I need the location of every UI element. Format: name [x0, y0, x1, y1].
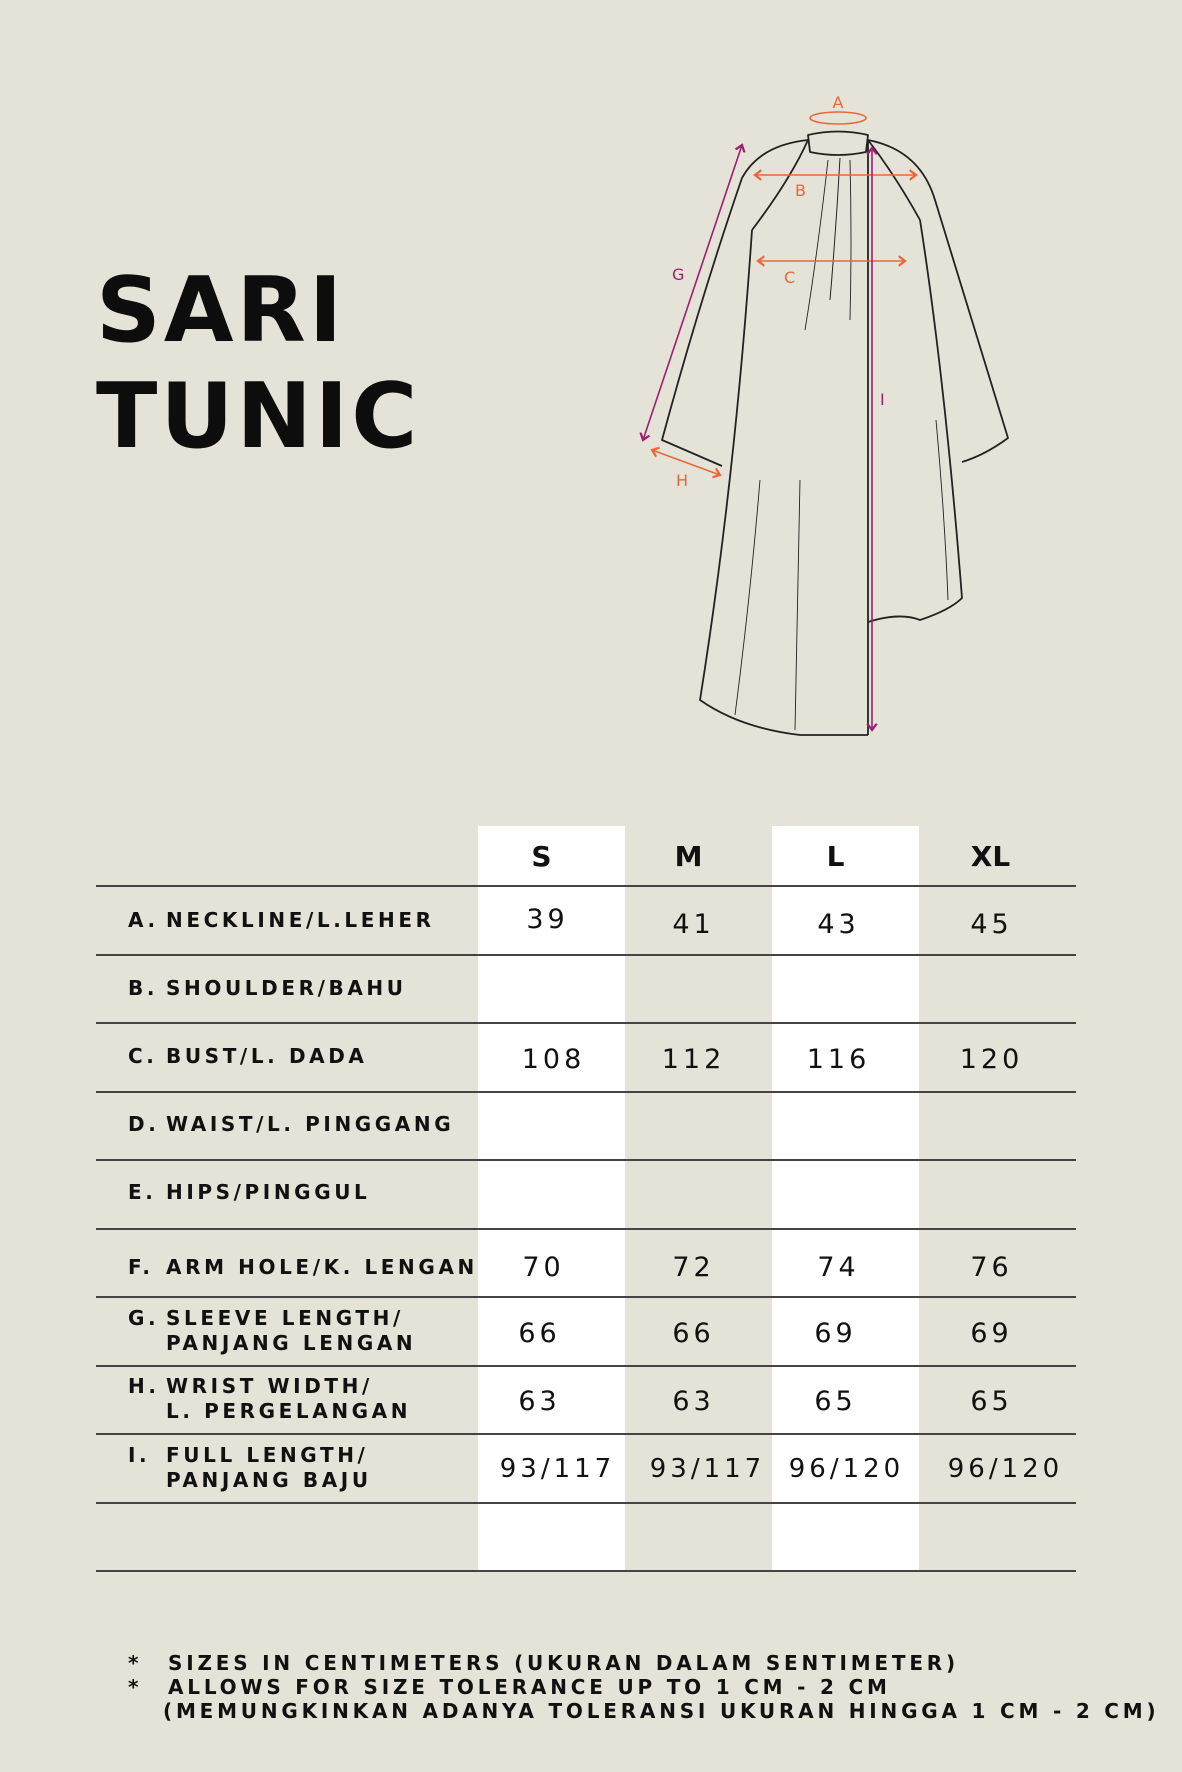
footnotes [128, 1651, 1159, 1723]
footnote-tolerance: * ALLOWS FOR SIZE TOLERANCE UP TO 1 CM - 2 CM [128, 1675, 891, 1699]
row-label-wrist-width: H. WRIST WIDTH/ L. PERGELANGAN [128, 1374, 412, 1423]
value-h-l: 65 [814, 1386, 857, 1417]
value-i-l: 96/120 [788, 1454, 905, 1484]
value-i-xl: 96/120 [947, 1454, 1064, 1484]
value-g-m: 66 [672, 1318, 715, 1349]
table-divider [96, 885, 1076, 887]
value-g-l: 69 [814, 1318, 857, 1349]
table-divider [96, 1159, 1076, 1161]
table-divider [96, 1296, 1076, 1298]
table-divider [96, 1091, 1076, 1093]
value-f-m: 72 [672, 1252, 715, 1283]
value-i-m: 93/117 [649, 1454, 766, 1484]
table-divider [96, 1228, 1076, 1230]
value-a-l: 43 [817, 909, 860, 940]
label-h: H [676, 471, 689, 490]
table-divider [96, 1502, 1076, 1504]
value-f-s: 70 [522, 1252, 565, 1283]
label-i: I [880, 390, 885, 409]
value-c-l: 116 [806, 1044, 871, 1075]
tunic-measurement-diagram [600, 80, 1040, 760]
size-header-xl: XL [970, 840, 1011, 873]
row-label-sleeve-length: G. SLEEVE LENGTH/ PANJANG LENGAN [128, 1306, 417, 1355]
value-h-xl: 65 [970, 1386, 1013, 1417]
value-g-xl: 69 [970, 1318, 1013, 1349]
value-f-l: 74 [817, 1252, 860, 1283]
table-divider [96, 1365, 1076, 1367]
value-h-s: 63 [518, 1386, 561, 1417]
row-label-bust: C. BUST/L. DADA [128, 1044, 368, 1068]
label-c: C [784, 268, 796, 287]
garment-outline [662, 132, 1008, 736]
table-divider [96, 1022, 1076, 1024]
footnote-units: * SIZES IN CENTIMETERS (UKURAN DALAM SENTIMETER) [128, 1651, 959, 1675]
measure-b [755, 175, 916, 200]
row-label-hips: E. HIPS/PINGGUL [128, 1180, 371, 1204]
value-f-xl: 76 [970, 1252, 1013, 1283]
title-line-2: TUNIC [96, 364, 421, 469]
measure-g [643, 145, 742, 440]
value-c-xl: 120 [959, 1044, 1024, 1075]
value-a-xl: 45 [970, 909, 1013, 940]
table-divider [96, 954, 1076, 956]
value-g-s: 66 [518, 1318, 561, 1349]
label-g: G [672, 265, 685, 284]
label-b: B [795, 181, 806, 200]
row-label-full-length: I. FULL LENGTH/ PANJANG BAJU [128, 1443, 372, 1492]
table-divider [96, 1433, 1076, 1435]
value-a-s: 39 [526, 904, 569, 935]
size-header-m: M [674, 840, 703, 873]
row-label-neckline: A. NECKLINE/L.LEHER [128, 908, 435, 932]
measure-a [810, 93, 866, 124]
footnote-tolerance-id: (MEMUNGKINKAN ADANYA TOLERANSI UKURAN HINGGA 1 CM - 2 CM) [163, 1699, 1160, 1723]
measure-h [652, 450, 720, 490]
value-i-s: 93/117 [499, 1454, 616, 1484]
product-title [96, 258, 420, 470]
row-label-arm-hole: F. ARM HOLE/K. LENGAN [128, 1255, 478, 1279]
size-header-s: S [531, 840, 552, 873]
title-line-1: SARI [96, 258, 346, 363]
table-divider [96, 1570, 1076, 1572]
value-c-s: 108 [521, 1044, 586, 1075]
value-a-m: 41 [672, 909, 715, 940]
row-label-shoulder: B. SHOULDER/BAHU [128, 976, 407, 1000]
size-header-l: L [826, 840, 845, 873]
value-h-m: 63 [672, 1386, 715, 1417]
row-label-waist: D. WAIST/L. PINGGANG [128, 1112, 455, 1136]
label-a: A [832, 93, 844, 112]
value-c-m: 112 [661, 1044, 726, 1075]
measure-i [872, 148, 885, 730]
